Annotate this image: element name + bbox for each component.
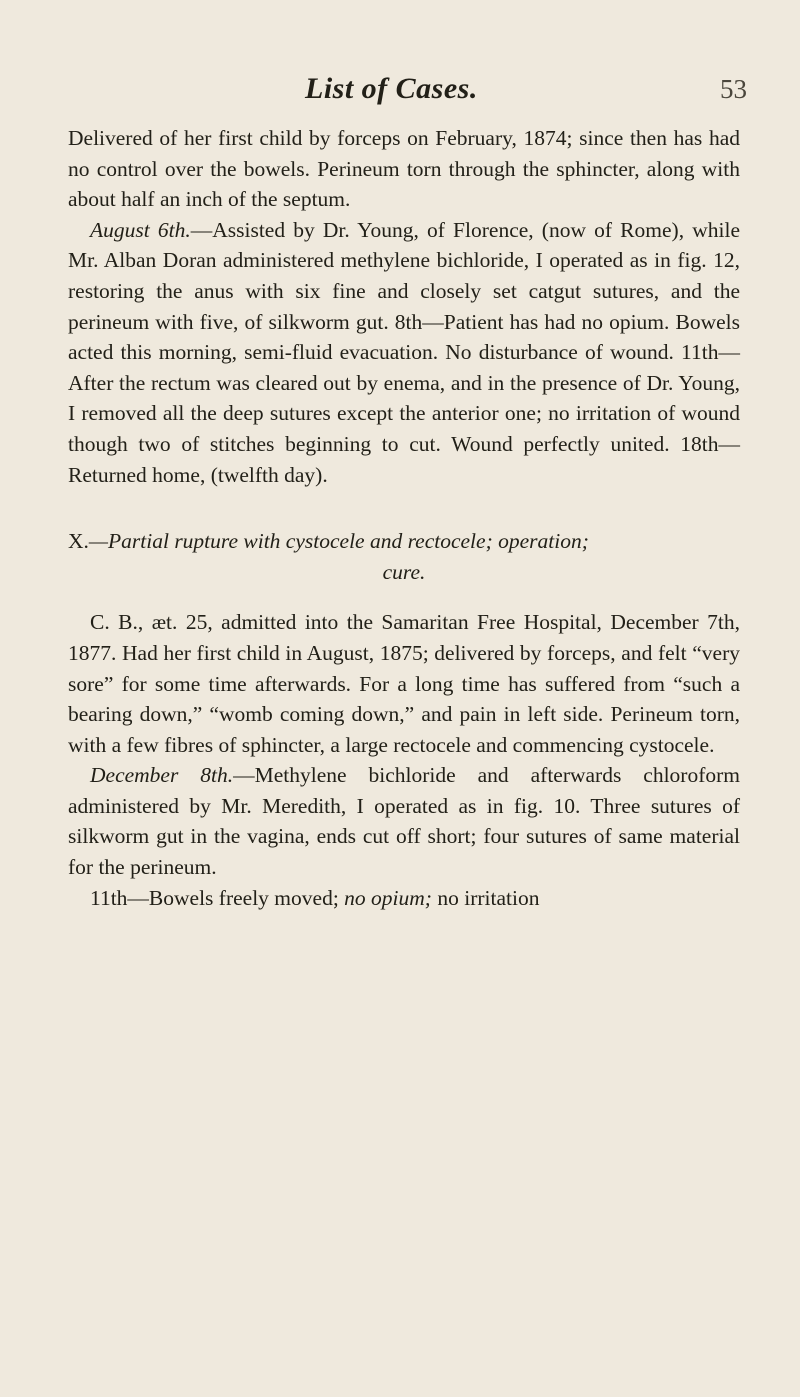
case-x-paragraph-2 — [68, 760, 740, 882]
page-number: 53 — [720, 74, 747, 104]
case-x-date: December 8th. — [90, 763, 234, 788]
case-x-title-line1: —Partial rupture with cystocele and rectocele; operation; — [88, 529, 589, 554]
case-x-heading — [68, 526, 740, 587]
case-x-number: X. — [68, 529, 89, 554]
case-ix-paragraph-1: Delivered of her first child by forceps on February, 1874; since then has had no control over the bowels. Perineum torn through the sphincter, along with about half an inch of the septum. — [68, 126, 740, 212]
running-title: List of Cases. — [305, 72, 478, 105]
page-header — [0, 68, 800, 118]
case-x-p3-start: 11th—Bowels freely moved; — [90, 885, 339, 910]
body-text — [68, 123, 740, 913]
case-x-paragraph-3 — [68, 883, 740, 914]
heading-spacer — [68, 587, 740, 607]
case-x-paragraph-2-text: —Methylene bichloride and afterwards chloroform administered by Mr. Meredith, I operated as in fig. 10. Three sutures of silkworm gut in the vagina, ends cut off short; four sutures of same material for the perineum. — [68, 763, 740, 880]
case-x-p3-italic: no opium; — [344, 885, 432, 910]
case-x-p3-end: no irritation — [437, 885, 540, 910]
case-ix-paragraph-2 — [68, 215, 740, 490]
case-x-paragraph-1: C. B., æt. 25, admitted into the Samaritan Free Hospital, December 7th, 1877. Had her first child in August, 1875; delivered by forceps, and felt “very sore” for some time afterwards. For a long time has suffered from “such a bearing down,” “womb coming down,” and pain in left side. Perineum torn, with a few fibres of sphincter, a large rectocele and commencing cystocele. — [68, 610, 740, 757]
case-ix-date: August 6th. — [90, 217, 191, 242]
case-x-title-line2: cure. — [382, 559, 426, 584]
case-ix-paragraph-2-text: —Assisted by Dr. Young, of Florence, (now of Rome), while Mr. Alban Doran administered methylene bichloride, I operated as in fig. 12, restoring the anus with six fine and closely set catgut sutures, and the perineum with five, of silkworm gut. 8th—Patient has had no opium. Bowels acted this morning, semi-fluid evacuation. No disturbance of wound. 11th—After the rectum was cleared out by enema, and in the presence of Dr. Young, I removed all the deep sutures except the anterior one; no irritation of wound though two of stitches beginning to cut. Wound perfectly united. 18th—Returned home, (twelfth day). — [68, 217, 740, 487]
